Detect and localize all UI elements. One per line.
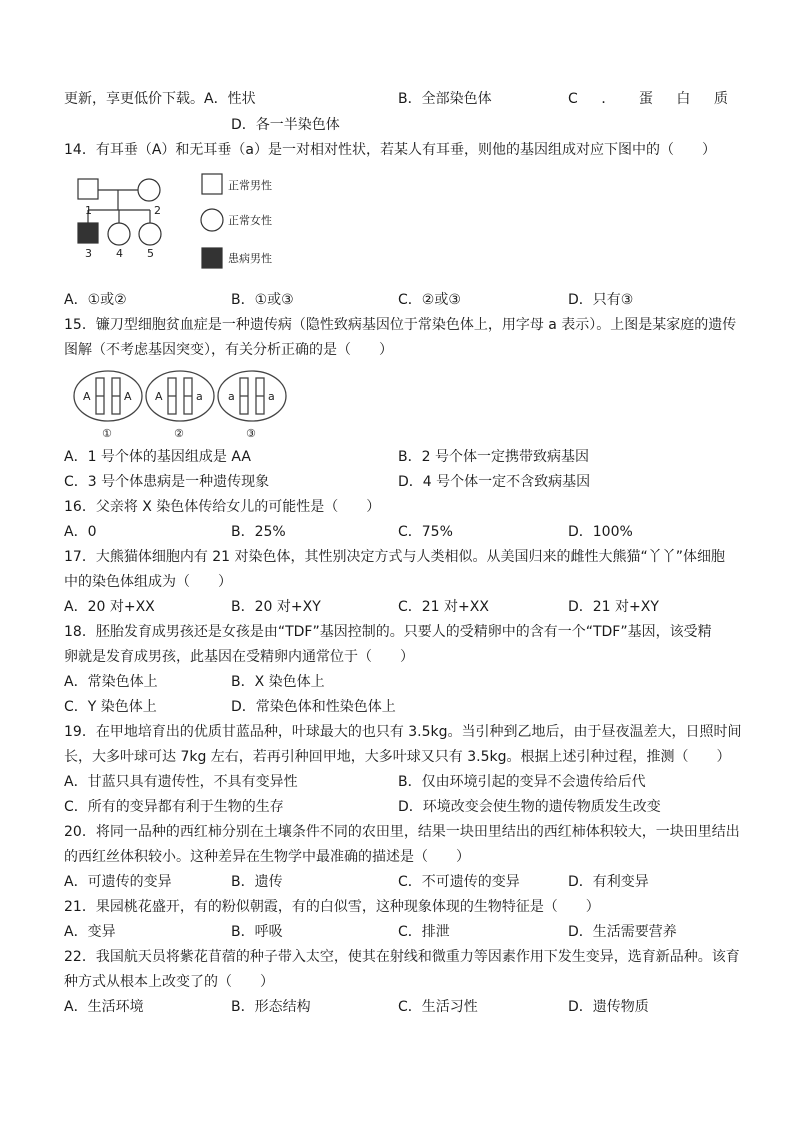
cell-3-left-allele: a <box>228 390 235 403</box>
legend-filled-square-icon <box>202 248 222 268</box>
q16-option-c: C．75% <box>398 524 453 540</box>
q17-stem-line-1: 17．大熊猫体细胞内有 21 对染色体，其性别决定方式与人类相似。从美国归来的雌性大熊猫“丫丫”体细胞 <box>64 549 726 565</box>
q17-option-c: C．21 对+XX <box>398 599 489 615</box>
cell-2-number: ② <box>174 427 184 440</box>
q13-option-d: D．各一半染色体 <box>231 117 340 133</box>
cell-2-left-allele: A <box>155 390 163 403</box>
legend-normal-male: 正常男性 <box>228 179 272 192</box>
q18-option-c: C．Y 染色体上 <box>64 699 157 715</box>
q17-option-a: A．20 对+XX <box>64 599 155 615</box>
q16-option-b: B．25% <box>231 524 286 540</box>
q22-option-c: C．生活习性 <box>398 999 478 1015</box>
q20-option-c: C．不可遗传的变异 <box>398 874 520 890</box>
q18-option-d: D．常染色体和性染色体上 <box>231 699 396 715</box>
q14-option-d: D．只有③ <box>568 292 634 308</box>
q15-option-c: C．3 号个体患病是一种遗传现象 <box>64 474 270 490</box>
pedigree-label-3: 3 <box>85 247 92 260</box>
cell-1-right-allele: A <box>124 390 132 403</box>
cell-3-right-allele: a <box>268 390 275 403</box>
q17-stem-line-2: 中的染色体组成为（ ） <box>64 574 232 590</box>
cell-2-right-allele: a <box>196 390 203 403</box>
legend-circle-icon <box>201 209 223 231</box>
q19-option-a: A．甘蓝只具有遗传性，不具有变异性 <box>64 774 298 790</box>
q22-stem-line-1: 22．我国航天员将紫花苜蓿的种子带入太空，使其在射线和微重力等因素作用下发生变异，选育新品种。该育 <box>64 949 740 965</box>
q18-option-a: A．常染色体上 <box>64 674 158 690</box>
q16-option-d: D．100% <box>568 524 633 540</box>
q19-option-b: B．仅由环境引起的变异不会遗传给后代 <box>398 774 646 790</box>
cell-1-number: ① <box>102 427 112 440</box>
q20-option-a: A．可遗传的变异 <box>64 874 172 890</box>
q21-option-b: B．呼吸 <box>231 924 283 940</box>
q20-stem-line-2: 的西红丝体积较小。这种差异在生物学中最准确的描述是（ ） <box>64 849 470 865</box>
q19-stem-line-1: 19．在甲地培育出的优质甘蓝品种，叶球最大的也只有 3.5kg。当引种到乙地后，由于昼夜温差大，日照时间 <box>64 724 742 740</box>
cells-figure <box>64 364 294 444</box>
q13-option-b: B．全部染色体 <box>398 91 492 107</box>
pedigree-member-2-circle <box>138 179 160 201</box>
pedigree-label-1: 1 <box>85 204 92 217</box>
q19-stem-line-2: 长，大多叶球可达 7kg 左右，若再引种回甲地，大多叶球又只有 3.5kg。根据上述引种过程，推测（ ） <box>64 749 731 765</box>
q14-option-a: A．①或② <box>64 292 127 308</box>
pedigree-member-4-circle <box>108 223 130 245</box>
q16-stem: 16．父亲将 X 染色体传给女儿的可能性是（ ） <box>64 499 381 515</box>
q15-stem-line-1: 15．镰刀型细胞贫血症是一种遗传病（隐性致病基因位于常染色体上，用字母 a 表示）。上图是某家庭的遗传 <box>64 317 737 333</box>
q18-stem-line-1: 18．胚胎发育成男孩还是女孩是由“TDF”基因控制的。只要人的受精卵中的含有一个“TDF”基因，该受精 <box>64 624 712 640</box>
q22-stem-line-2: 种方式从根本上改变了的（ ） <box>64 974 274 990</box>
q20-option-d: D．有利变异 <box>568 874 649 890</box>
q16-option-a: A．0 <box>64 524 97 540</box>
q15-option-b: B．2 号个体一定携带致病基因 <box>398 449 589 465</box>
q13-option-c: C ． 蛋 白 质 <box>568 91 728 107</box>
q17-option-b: B．20 对+XY <box>231 599 321 615</box>
q19-option-d: D．环境改变会使生物的遗传物质发生改变 <box>398 799 661 815</box>
pedigree-member-3-square <box>78 223 98 243</box>
pedigree-figure <box>64 164 284 284</box>
q21-option-d: D．生活需要营养 <box>568 924 677 940</box>
q14-option-c: C．②或③ <box>398 292 461 308</box>
q18-option-b: B．X 染色体上 <box>231 674 325 690</box>
cell-3-number: ③ <box>246 427 256 440</box>
legend-affected-male: 患病男性 <box>228 252 272 265</box>
q13-tail-line <box>64 90 256 108</box>
q15-option-a: A．1 号个体的基因组成是 AA <box>64 449 251 465</box>
q22-option-d: D．遗传物质 <box>568 999 649 1015</box>
q20-stem-line-1: 20．将同一品种的西红柿分别在土壤条件不同的农田里，结果一块田里结出的西红柿体积较大，一块田里结出 <box>64 824 740 840</box>
pedigree-label-2: 2 <box>154 204 161 217</box>
legend-square-icon <box>202 174 222 194</box>
q19-option-c: C．所有的变异都有利于生物的生存 <box>64 799 284 815</box>
pedigree-member-5-circle <box>139 223 161 245</box>
cell-1-left-allele: A <box>83 390 91 403</box>
q20-option-b: B．遗传 <box>231 874 283 890</box>
q15-option-d: D．4 号个体一定不含致病基因 <box>398 474 591 490</box>
q18-stem-line-2: 卵就是发育成男孩，此基因在受精卵内通常位于（ ） <box>64 649 414 665</box>
q22-option-b: B．形态结构 <box>231 999 311 1015</box>
q21-option-a: A．变异 <box>64 924 116 940</box>
q22-option-a: A．生活环境 <box>64 999 144 1015</box>
q15-stem-line-2: 图解（不考虑基因突变），有关分析正确的是（ ） <box>64 342 393 358</box>
pedigree-member-1-square <box>78 179 98 199</box>
q14-stem: 14．有耳垂（A）和无耳垂（a）是一对相对性状，若某人有耳垂，则他的基因组成对应下图中的（ ） <box>64 142 716 158</box>
pedigree-label-5: 5 <box>147 247 154 260</box>
pedigree-label-4: 4 <box>116 247 123 260</box>
q13-lead: 更新，享更低价下载。A．性状 <box>64 91 256 107</box>
q21-stem: 21．果园桃花盛开，有的粉似朝霞，有的白似雪，这种现象体现的生物特征是（ ） <box>64 899 600 915</box>
q21-option-c: C．排泄 <box>398 924 450 940</box>
q17-option-d: D．21 对+XY <box>568 599 659 615</box>
legend-normal-female: 正常女性 <box>228 214 272 227</box>
q14-option-b: B．①或③ <box>231 292 294 308</box>
